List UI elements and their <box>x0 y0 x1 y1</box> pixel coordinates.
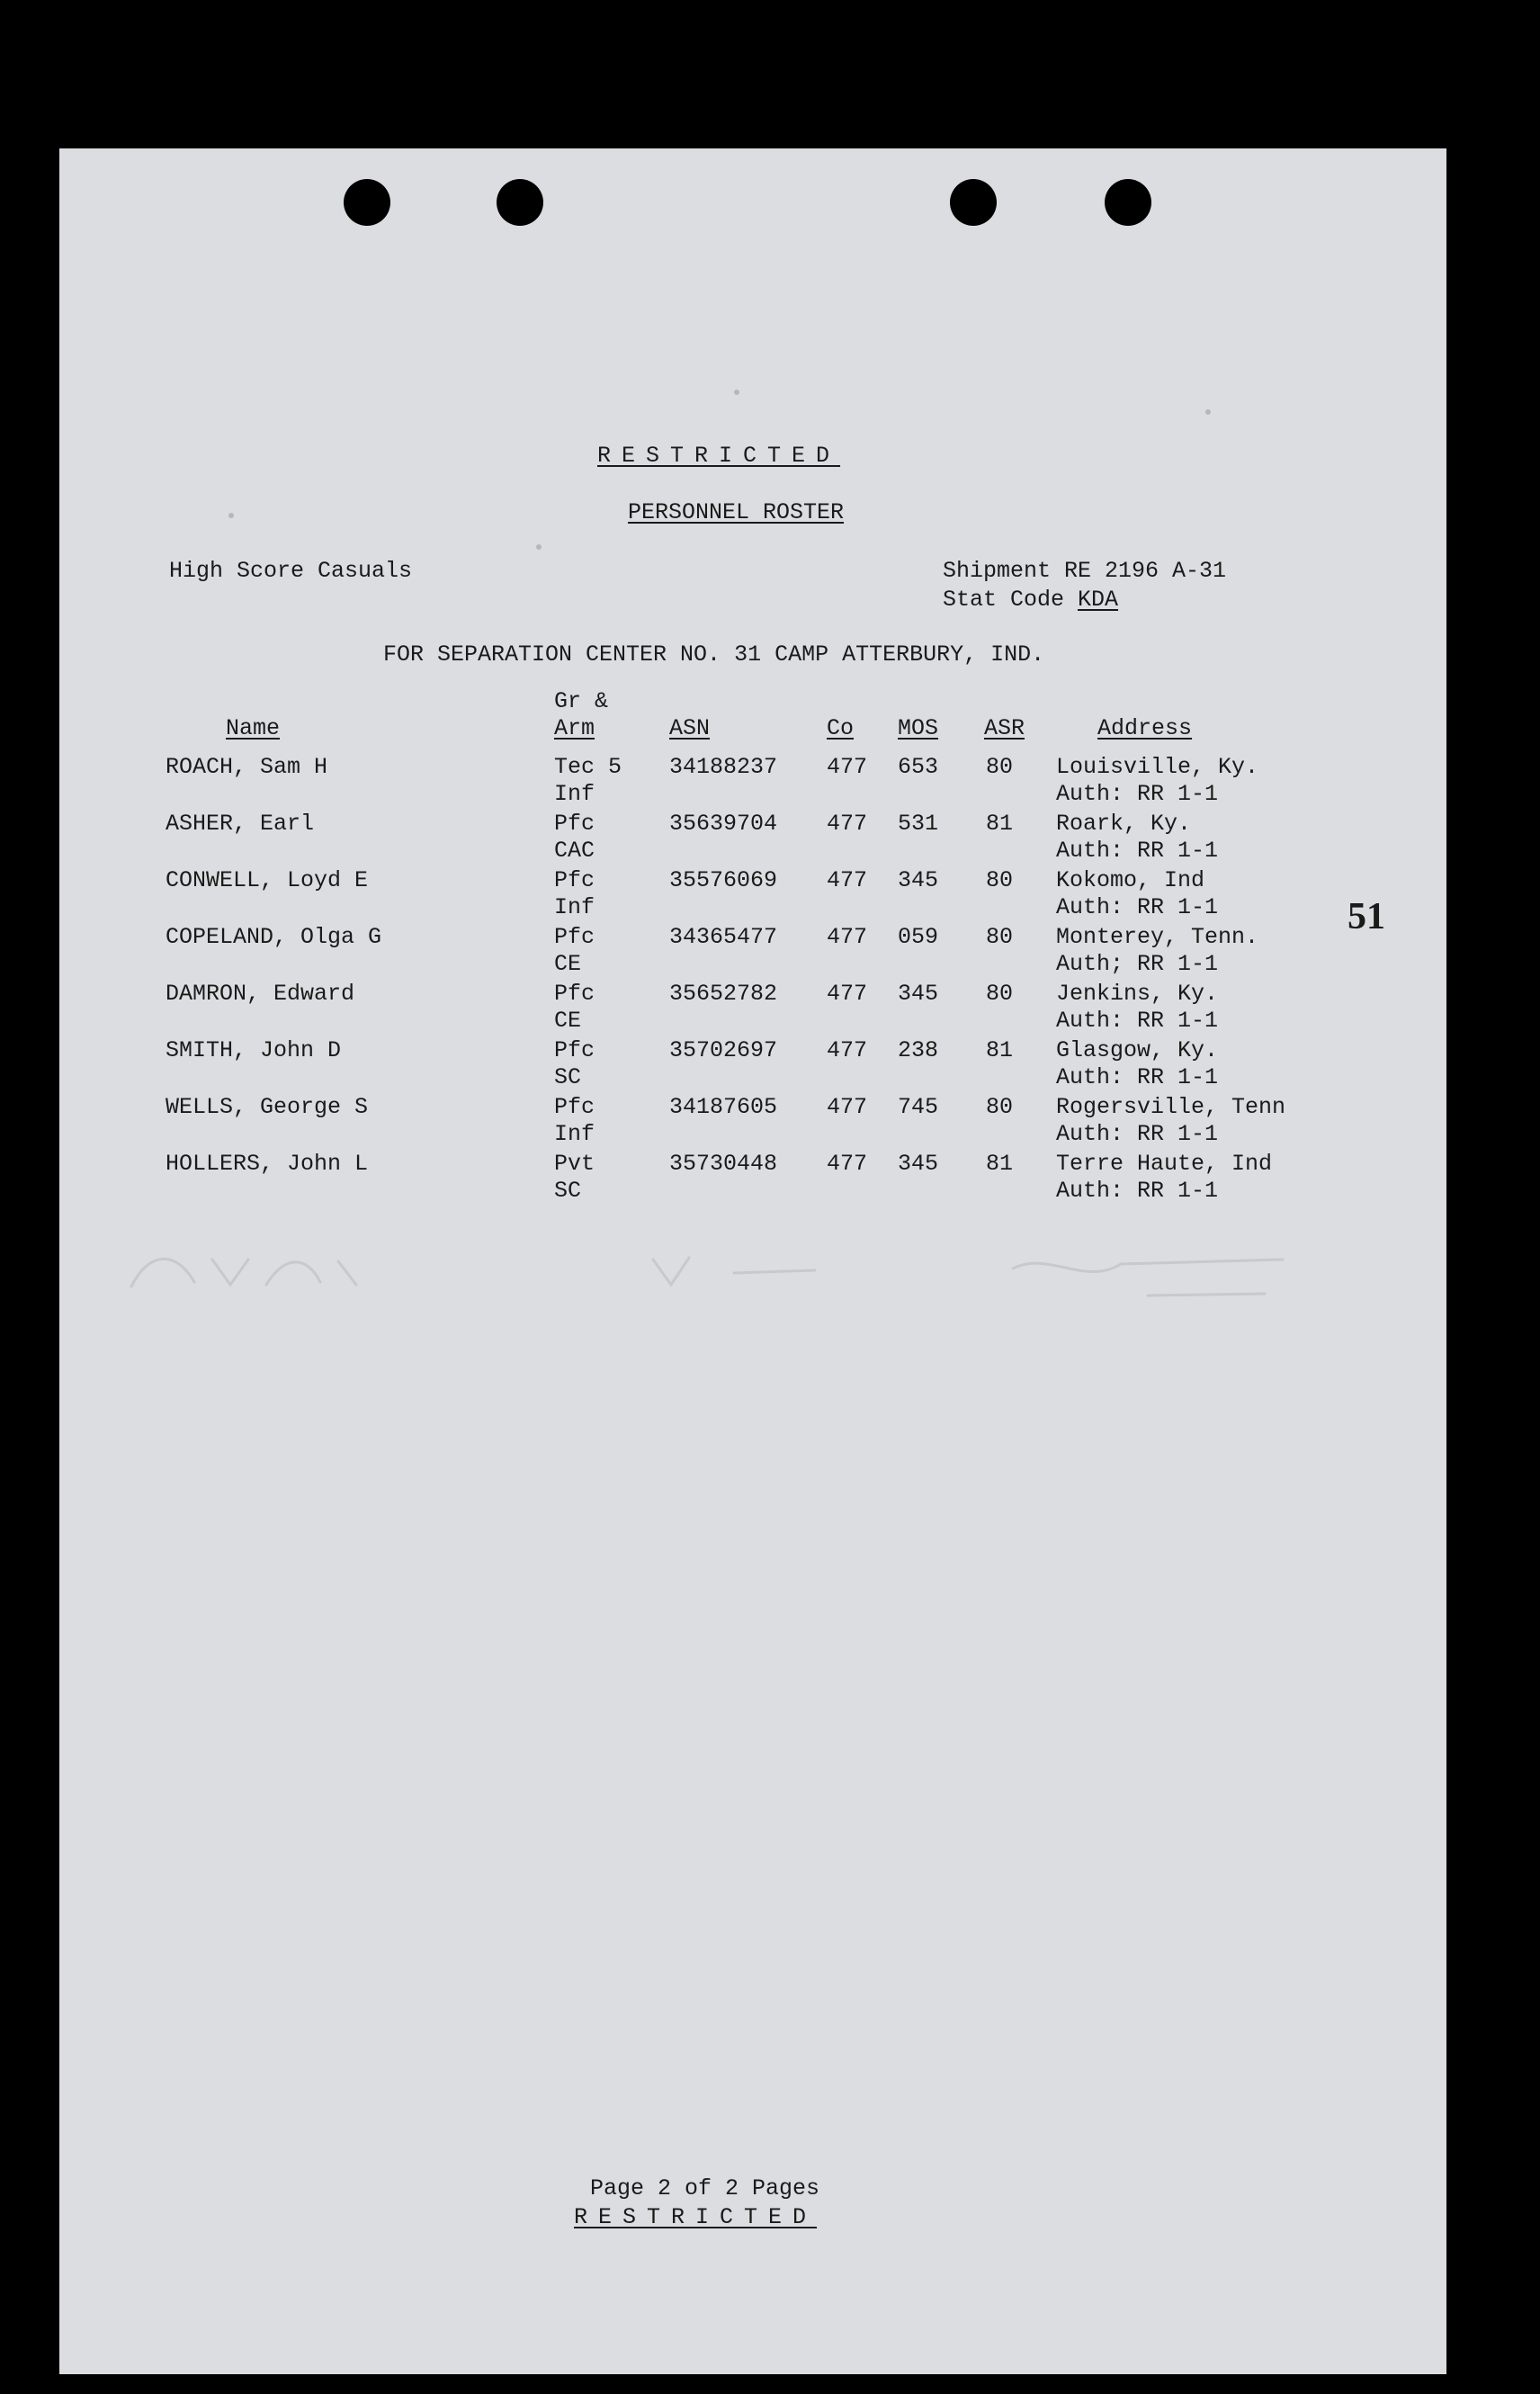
row-asr: 81 <box>986 1037 1014 1063</box>
row-co: 477 <box>827 924 868 950</box>
row-address: Jenkins, Ky. <box>1056 981 1219 1007</box>
col-header-mos: MOS <box>898 715 939 741</box>
row-asr: 80 <box>986 924 1014 950</box>
col-header-gr: Gr & <box>554 688 609 714</box>
row-auth: Auth: RR 1-1 <box>1056 894 1219 920</box>
page-count: Page 2 of 2 Pages <box>590 2175 820 2201</box>
row-arm: SC <box>554 1178 582 1204</box>
row-grade: Pfc <box>554 811 595 837</box>
row-asn: 34365477 <box>669 924 778 950</box>
row-asn: 34187605 <box>669 1094 778 1120</box>
row-mos: 059 <box>898 924 939 950</box>
row-co: 477 <box>827 811 868 837</box>
row-auth: Auth: RR 1-1 <box>1056 1178 1219 1204</box>
row-asr: 80 <box>986 867 1014 893</box>
row-mos: 345 <box>898 867 939 893</box>
faint-pencil-notation <box>113 1233 1373 1305</box>
row-mos: 238 <box>898 1037 939 1063</box>
row-name: WELLS, George S <box>166 1094 369 1120</box>
row-asn: 35639704 <box>669 811 778 837</box>
col-header-address: Address <box>1097 715 1193 741</box>
punch-hole <box>950 179 997 226</box>
stat-code: Stat Code KDA <box>943 587 1119 613</box>
col-header-arm: Arm <box>554 715 595 741</box>
row-co: 477 <box>827 1037 868 1063</box>
row-grade: Pfc <box>554 1094 595 1120</box>
page-number-stamp: 51 <box>1348 896 1385 937</box>
row-asr: 81 <box>986 811 1014 837</box>
row-arm: Inf <box>554 781 595 807</box>
row-name: SMITH, John D <box>166 1037 342 1063</box>
row-name: ASHER, Earl <box>166 811 315 837</box>
row-name: DAMRON, Edward <box>166 981 355 1007</box>
row-arm: Inf <box>554 1121 595 1147</box>
punch-hole <box>497 179 543 226</box>
row-address: Louisville, Ky. <box>1056 754 1259 780</box>
row-name: ROACH, Sam H <box>166 754 328 780</box>
row-address: Roark, Ky. <box>1056 811 1192 837</box>
col-header-asn: ASN <box>669 715 711 741</box>
col-header-name: Name <box>226 715 281 741</box>
row-asr: 81 <box>986 1151 1014 1177</box>
row-asn: 35652782 <box>669 981 778 1007</box>
col-header-co: Co <box>827 715 855 741</box>
row-name: HOLLERS, John L <box>166 1151 369 1177</box>
row-asr: 80 <box>986 754 1014 780</box>
row-arm: SC <box>554 1064 582 1090</box>
row-co: 477 <box>827 1094 868 1120</box>
classification-header: RESTRICTED <box>597 443 841 469</box>
document-page <box>59 148 1446 2374</box>
unit-name: High Score Casuals <box>169 558 413 584</box>
row-arm: CE <box>554 1008 582 1034</box>
row-arm: CE <box>554 951 582 977</box>
row-mos: 531 <box>898 811 939 837</box>
row-auth: Auth; RR 1-1 <box>1056 951 1219 977</box>
row-address: Monterey, Tenn. <box>1056 924 1259 950</box>
row-address: Kokomo, Ind <box>1056 867 1205 893</box>
row-asr: 80 <box>986 981 1014 1007</box>
row-name: CONWELL, Loyd E <box>166 867 369 893</box>
row-mos: 345 <box>898 981 939 1007</box>
row-auth: Auth: RR 1-1 <box>1056 1121 1219 1147</box>
row-asn: 35702697 <box>669 1037 778 1063</box>
row-asn: 35730448 <box>669 1151 778 1177</box>
row-auth: Auth: RR 1-1 <box>1056 838 1219 864</box>
row-grade: Pfc <box>554 1037 595 1063</box>
document-title: PERSONNEL ROSTER <box>628 499 845 525</box>
row-name: COPELAND, Olga G <box>166 924 382 950</box>
col-header-asr: ASR <box>984 715 1025 741</box>
shipment-number: Shipment RE 2196 A-31 <box>943 558 1227 584</box>
row-grade: Pfc <box>554 867 595 893</box>
punch-hole <box>344 179 390 226</box>
row-co: 477 <box>827 867 868 893</box>
row-address: Terre Haute, Ind <box>1056 1151 1273 1177</box>
row-grade: Pfc <box>554 981 595 1007</box>
destination-line: FOR SEPARATION CENTER NO. 31 CAMP ATTERBURY, IND. <box>383 641 1045 668</box>
row-mos: 653 <box>898 754 939 780</box>
row-auth: Auth: RR 1-1 <box>1056 1064 1219 1090</box>
punch-hole <box>1105 179 1151 226</box>
row-grade: Pfc <box>554 924 595 950</box>
row-grade: Pvt <box>554 1151 595 1177</box>
row-asr: 80 <box>986 1094 1014 1120</box>
row-auth: Auth: RR 1-1 <box>1056 781 1219 807</box>
row-mos: 345 <box>898 1151 939 1177</box>
row-address: Rogersville, Tenn <box>1056 1094 1286 1120</box>
row-co: 477 <box>827 981 868 1007</box>
row-arm: CAC <box>554 838 595 864</box>
row-grade: Tec 5 <box>554 754 622 780</box>
row-co: 477 <box>827 1151 868 1177</box>
row-asn: 34188237 <box>669 754 778 780</box>
row-arm: Inf <box>554 894 595 920</box>
row-co: 477 <box>827 754 868 780</box>
row-address: Glasgow, Ky. <box>1056 1037 1219 1063</box>
row-mos: 745 <box>898 1094 939 1120</box>
row-asn: 35576069 <box>669 867 778 893</box>
classification-footer: RESTRICTED <box>574 2204 818 2230</box>
row-auth: Auth: RR 1-1 <box>1056 1008 1219 1034</box>
